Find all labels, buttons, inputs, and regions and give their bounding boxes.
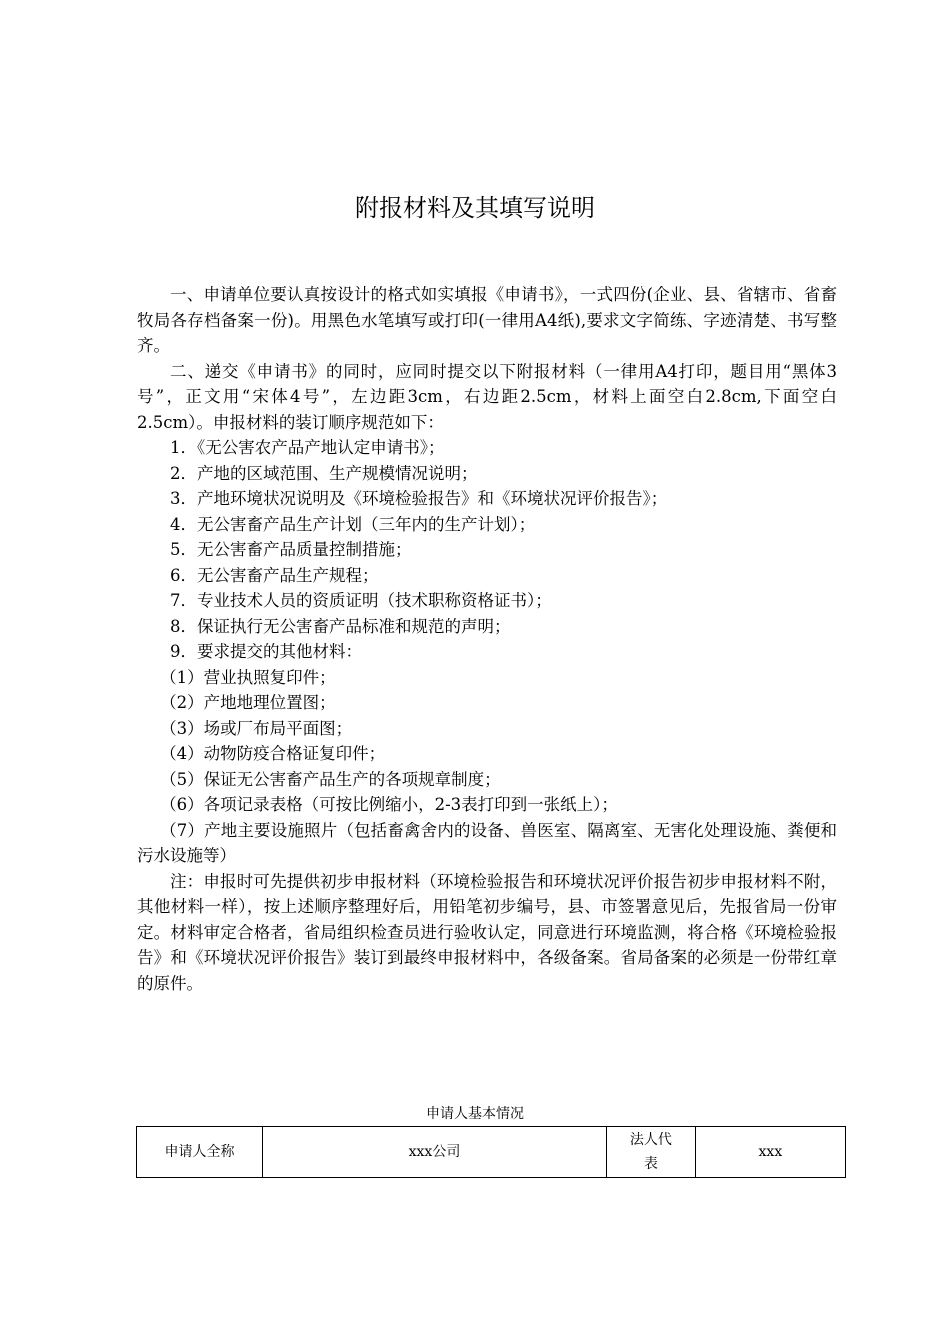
list-item: 9．要求提交的其他材料： <box>170 642 362 661</box>
sub-list-item: （5）保证无公害畜产品生产的各项规章制度； <box>160 769 501 789</box>
sub-list-item: （7）产地主要设施照片（包括畜禽舍内的设备、兽医室、隔离室、无害化处理设施、粪便和污水设施等） <box>137 820 837 865</box>
list-item: 1．《无公害农产品产地认定申请书》； <box>170 438 445 457</box>
legal-rep-value: xxx <box>695 1127 845 1178</box>
list-item: 6．无公害畜产品生产规程； <box>170 565 379 585</box>
sub-list-item: （6）各项记录表格（可按比例缩小，2-3表打印到一张纸上）； <box>160 795 618 814</box>
sub-list-item: （1）营业执照复印件； <box>160 667 336 687</box>
list-item: 5．无公害畜产品质量控制措施； <box>170 540 412 559</box>
document-body <box>137 282 837 996</box>
paragraph-2: 二、递交《申请书》的同时，应同时提交以下附报材料（一律用A4打印，题目用“黑体3号”，正文用“宋体4号”，左边距3cm，右边距2.5cm，材料上面空白2.8cm,下面空白2.5cm）。申报材料的装订顺序规范如下： <box>137 361 837 432</box>
list-item: 3．产地环境状况说明及《环境检验报告》和《环境状况评价报告》； <box>170 489 668 508</box>
legal-rep-label <box>606 1127 695 1178</box>
applicant-info-table <box>136 1126 846 1178</box>
paragraph-1: 一、申请单位要认真按设计的格式如实填报《申请书》，一式四份(企业、县、省辖市、省畜牧局各存档备案一份)。用黑色水笔填写或打印(一律用A4纸),要求文字简练、字迹清楚、书写整齐。 <box>137 285 837 355</box>
list-item: 2．产地的区域范围、生产规模情况说明； <box>170 463 478 483</box>
document-title: 附报材料及其填写说明 <box>355 194 595 222</box>
applicant-name-value: xxx公司 <box>263 1127 607 1178</box>
sub-list-item: （2）产地地理位置图； <box>160 693 336 712</box>
list-item: 4．无公害畜产品生产计划（三年内的生产计划）； <box>170 514 536 534</box>
table-row <box>137 1127 846 1178</box>
note-paragraph: 注：申报时可先提供初步申报材料（环境检验报告和环境状况评价报告初步申报材料不附，其他材料一样），按上述顺序整理好后，用铅笔初步编号，县、市签署意见后，先报省局一份审定。材料审定合格者，省局组织检查员进行验收认定，同意进行环境监测，将合格《环境检验报告》和《环境状况评价报告》装订到最终申报材料中，各级备案。省局备案的必须是一份带红章的原件。 <box>137 871 837 993</box>
legal-rep-label-text: 法人代表 <box>629 1132 672 1172</box>
applicant-name-label: 申请人全称 <box>137 1127 263 1178</box>
list-item: 8．保证执行无公害畜产品标准和规范的声明； <box>170 616 511 636</box>
list-item: 7．专业技术人员的资质证明（技术职称资格证书）； <box>170 591 552 610</box>
table-caption: 申请人基本情况 <box>426 1106 524 1122</box>
sub-list-item: （4）动物防疫合格证复印件； <box>160 744 386 763</box>
sub-list-item: （3）场或厂布局平面图； <box>160 718 353 738</box>
